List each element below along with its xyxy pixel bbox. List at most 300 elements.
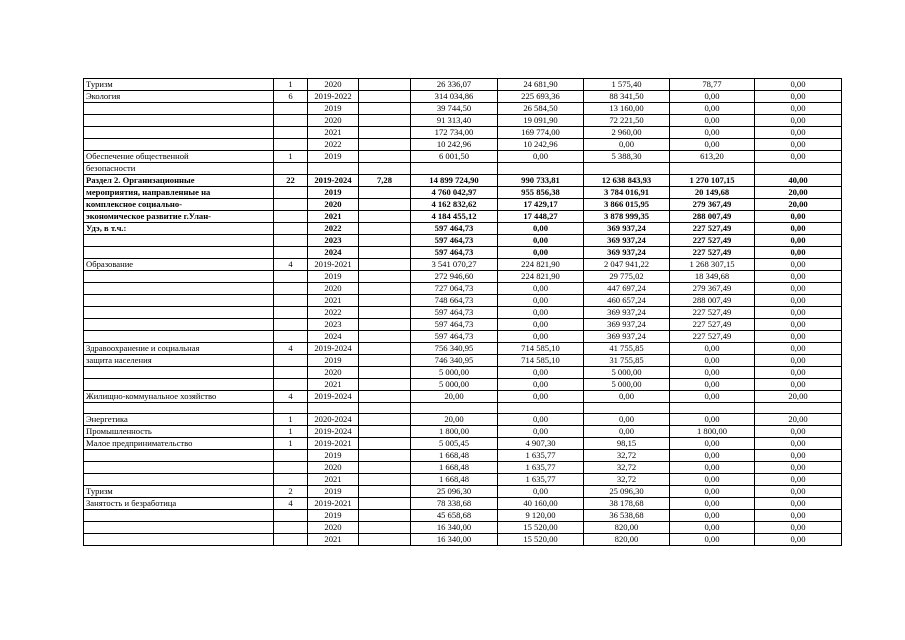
table-row — [84, 486, 842, 498]
row-total-cell — [411, 163, 498, 175]
row-federal-cell: 1 635,77 — [498, 474, 584, 486]
row-federal-cell: 0,00 — [498, 391, 584, 403]
row-extra-cell — [359, 79, 411, 91]
row-other-cell: 0,00 — [755, 307, 842, 319]
row-name-cell: Экология — [84, 91, 274, 103]
row-other-cell — [755, 403, 842, 414]
row-total-cell: 1 800,00 — [411, 426, 498, 438]
row-local-cell: 0,00 — [670, 522, 755, 534]
row-name-cell — [84, 307, 274, 319]
row-federal-cell: 17 448,27 — [498, 211, 584, 223]
row-local-cell: 1 268 307,15 — [670, 259, 755, 271]
row-period-cell: 2020 — [308, 115, 359, 127]
row-extra-cell — [359, 355, 411, 367]
row-local-cell: 227 527,49 — [670, 319, 755, 331]
row-extra-cell — [359, 498, 411, 510]
table-row — [84, 151, 842, 163]
row-local-cell: 288 007,49 — [670, 295, 755, 307]
row-count-cell — [274, 379, 308, 391]
table-row — [84, 199, 842, 211]
row-name-cell — [84, 331, 274, 343]
row-name-cell — [84, 510, 274, 522]
row-count-cell — [274, 223, 308, 235]
row-period-cell: 2020 — [308, 462, 359, 474]
row-regional-cell: 12 638 843,93 — [584, 175, 670, 187]
row-total-cell: 597 464,73 — [411, 223, 498, 235]
row-period-cell: 2019-2021 — [308, 498, 359, 510]
row-other-cell: 0,00 — [755, 534, 842, 546]
row-count-cell — [274, 127, 308, 139]
row-count-cell: 4 — [274, 343, 308, 355]
row-total-cell: 16 340,00 — [411, 534, 498, 546]
row-other-cell: 20,00 — [755, 391, 842, 403]
row-local-cell: 20 149,68 — [670, 187, 755, 199]
row-total-cell: 5 005,45 — [411, 438, 498, 450]
row-total-cell: 272 946,60 — [411, 271, 498, 283]
row-total-cell: 3 541 070,27 — [411, 259, 498, 271]
row-other-cell: 0,00 — [755, 115, 842, 127]
row-other-cell: 20,00 — [755, 199, 842, 211]
row-local-cell: 227 527,49 — [670, 235, 755, 247]
row-federal-cell: 0,00 — [498, 414, 584, 426]
row-local-cell: 279 367,49 — [670, 199, 755, 211]
row-other-cell: 20,00 — [755, 187, 842, 199]
row-total-cell: 20,00 — [411, 391, 498, 403]
row-extra-cell — [359, 367, 411, 379]
row-regional-cell: 3 878 999,35 — [584, 211, 670, 223]
row-extra-cell: 7,28 — [359, 175, 411, 187]
row-total-cell: 597 464,73 — [411, 235, 498, 247]
row-other-cell: 20,00 — [755, 414, 842, 426]
row-federal-cell: 0,00 — [498, 307, 584, 319]
row-period-cell: 2021 — [308, 474, 359, 486]
table-row — [84, 91, 842, 103]
row-total-cell: 91 313,40 — [411, 115, 498, 127]
row-extra-cell — [359, 127, 411, 139]
row-regional-cell: 369 937,24 — [584, 235, 670, 247]
row-period-cell: 2019 — [308, 510, 359, 522]
row-regional-cell: 2 047 941,22 — [584, 259, 670, 271]
row-total-cell: 597 464,73 — [411, 247, 498, 259]
row-local-cell: 288 007,49 — [670, 211, 755, 223]
row-federal-cell: 0,00 — [498, 367, 584, 379]
row-regional-cell: 5 000,00 — [584, 379, 670, 391]
row-federal-cell: 169 774,00 — [498, 127, 584, 139]
row-period-cell: 2019-2024 — [308, 426, 359, 438]
row-total-cell: 5 000,00 — [411, 367, 498, 379]
row-count-cell — [274, 534, 308, 546]
row-local-cell: 0,00 — [670, 534, 755, 546]
row-other-cell: 0,00 — [755, 379, 842, 391]
row-local-cell: 1 270 107,15 — [670, 175, 755, 187]
row-period-cell: 2019 — [308, 271, 359, 283]
row-federal-cell: 0,00 — [498, 235, 584, 247]
row-name-cell — [84, 235, 274, 247]
row-federal-cell: 225 693,36 — [498, 91, 584, 103]
row-name-cell: Малое предпринимательство — [84, 438, 274, 450]
row-regional-cell: 98,15 — [584, 438, 670, 450]
row-name-cell — [84, 379, 274, 391]
row-local-cell: 279 367,49 — [670, 283, 755, 295]
row-federal-cell — [498, 403, 584, 414]
table-row — [84, 522, 842, 534]
row-period-cell: 2019-2024 — [308, 391, 359, 403]
row-extra-cell — [359, 391, 411, 403]
row-local-cell: 0,00 — [670, 474, 755, 486]
row-local-cell: 1 800,00 — [670, 426, 755, 438]
row-other-cell: 0,00 — [755, 355, 842, 367]
row-regional-cell: 0,00 — [584, 139, 670, 151]
row-count-cell: 4 — [274, 259, 308, 271]
row-extra-cell — [359, 331, 411, 343]
row-federal-cell: 0,00 — [498, 426, 584, 438]
table-row — [84, 391, 842, 403]
row-name-cell — [84, 474, 274, 486]
row-federal-cell: 0,00 — [498, 223, 584, 235]
row-total-cell: 1 668,48 — [411, 462, 498, 474]
row-regional-cell: 25 096,30 — [584, 486, 670, 498]
row-regional-cell: 0,00 — [584, 391, 670, 403]
row-total-cell: 45 658,68 — [411, 510, 498, 522]
row-regional-cell: 0,00 — [584, 414, 670, 426]
row-federal-cell: 0,00 — [498, 331, 584, 343]
table-row — [84, 450, 842, 462]
row-total-cell: 78 338,68 — [411, 498, 498, 510]
row-total-cell: 14 899 724,90 — [411, 175, 498, 187]
table-row — [84, 319, 842, 331]
row-regional-cell: 32,72 — [584, 474, 670, 486]
row-period-cell: 2022 — [308, 307, 359, 319]
row-federal-cell: 9 120,00 — [498, 510, 584, 522]
table-row — [84, 139, 842, 151]
row-other-cell: 0,00 — [755, 103, 842, 115]
row-total-cell: 4 184 455,12 — [411, 211, 498, 223]
row-other-cell: 0,00 — [755, 426, 842, 438]
row-count-cell — [274, 295, 308, 307]
row-extra-cell — [359, 151, 411, 163]
row-federal-cell: 0,00 — [498, 247, 584, 259]
row-other-cell: 0,00 — [755, 139, 842, 151]
row-federal-cell: 224 821,90 — [498, 271, 584, 283]
row-period-cell: 2019 — [308, 103, 359, 115]
row-count-cell — [274, 367, 308, 379]
row-name-cell — [84, 271, 274, 283]
row-extra-cell — [359, 307, 411, 319]
row-count-cell — [274, 510, 308, 522]
row-total-cell — [411, 403, 498, 414]
row-local-cell: 227 527,49 — [670, 331, 755, 343]
row-count-cell: 1 — [274, 151, 308, 163]
row-regional-cell: 5 000,00 — [584, 367, 670, 379]
row-federal-cell: 0,00 — [498, 283, 584, 295]
row-regional-cell: 5 388,30 — [584, 151, 670, 163]
row-other-cell: 0,00 — [755, 498, 842, 510]
row-total-cell: 597 464,73 — [411, 319, 498, 331]
table-row — [84, 426, 842, 438]
row-total-cell: 1 668,48 — [411, 474, 498, 486]
row-extra-cell — [359, 522, 411, 534]
table-row — [84, 211, 842, 223]
row-name-cell — [84, 127, 274, 139]
row-other-cell: 40,00 — [755, 175, 842, 187]
row-name-cell — [84, 403, 274, 414]
table-row — [84, 331, 842, 343]
row-name-cell: Занятость и безработица — [84, 498, 274, 510]
table-row — [84, 283, 842, 295]
row-total-cell: 597 464,73 — [411, 331, 498, 343]
table-row — [84, 414, 842, 426]
row-federal-cell: 955 856,38 — [498, 187, 584, 199]
row-other-cell: 0,00 — [755, 343, 842, 355]
table-row — [84, 187, 842, 199]
row-regional-cell: 3 866 015,95 — [584, 199, 670, 211]
row-total-cell: 4 760 042,97 — [411, 187, 498, 199]
row-regional-cell: 1 575,40 — [584, 79, 670, 91]
row-extra-cell — [359, 115, 411, 127]
row-period-cell: 2024 — [308, 247, 359, 259]
table-row — [84, 534, 842, 546]
table-row — [84, 127, 842, 139]
table-row — [84, 175, 842, 187]
row-other-cell: 0,00 — [755, 450, 842, 462]
row-period-cell: 2020-2024 — [308, 414, 359, 426]
row-other-cell: 0,00 — [755, 223, 842, 235]
table-row — [84, 462, 842, 474]
row-count-cell — [274, 283, 308, 295]
row-extra-cell — [359, 414, 411, 426]
row-other-cell: 0,00 — [755, 91, 842, 103]
row-other-cell: 0,00 — [755, 211, 842, 223]
row-extra-cell — [359, 271, 411, 283]
row-count-cell — [274, 271, 308, 283]
row-regional-cell: 88 341,50 — [584, 91, 670, 103]
row-name-cell — [84, 462, 274, 474]
row-name-cell: безопасности — [84, 163, 274, 175]
table-row — [84, 79, 842, 91]
row-local-cell: 0,00 — [670, 391, 755, 403]
row-name-cell: экономическое развитие г.Улан- — [84, 211, 274, 223]
row-regional-cell: 369 937,24 — [584, 307, 670, 319]
row-extra-cell — [359, 295, 411, 307]
row-other-cell: 0,00 — [755, 79, 842, 91]
row-local-cell: 78,77 — [670, 79, 755, 91]
row-name-cell: Здравоохранение и социальная — [84, 343, 274, 355]
row-federal-cell: 1 635,77 — [498, 450, 584, 462]
row-count-cell — [274, 139, 308, 151]
row-local-cell: 0,00 — [670, 498, 755, 510]
row-period-cell: 2021 — [308, 379, 359, 391]
row-local-cell: 0,00 — [670, 103, 755, 115]
row-federal-cell: 714 585,10 — [498, 343, 584, 355]
table-row — [84, 295, 842, 307]
row-period-cell: 2019 — [308, 450, 359, 462]
row-extra-cell — [359, 510, 411, 522]
row-period-cell: 2021 — [308, 534, 359, 546]
table-row — [84, 235, 842, 247]
row-name-cell — [84, 247, 274, 259]
row-extra-cell — [359, 474, 411, 486]
row-federal-cell: 40 160,00 — [498, 498, 584, 510]
row-name-cell: комплексное социально- — [84, 199, 274, 211]
row-total-cell: 597 464,73 — [411, 307, 498, 319]
row-regional-cell: 32,72 — [584, 450, 670, 462]
table-row — [84, 115, 842, 127]
row-other-cell: 0,00 — [755, 295, 842, 307]
row-regional-cell: 32,72 — [584, 462, 670, 474]
row-other-cell: 0,00 — [755, 271, 842, 283]
row-local-cell: 18 349,68 — [670, 271, 755, 283]
row-local-cell: 0,00 — [670, 91, 755, 103]
row-count-cell — [274, 115, 308, 127]
row-count-cell: 6 — [274, 91, 308, 103]
table-row — [84, 163, 842, 175]
row-federal-cell: 0,00 — [498, 379, 584, 391]
row-other-cell: 0,00 — [755, 510, 842, 522]
table-row — [84, 247, 842, 259]
row-local-cell: 0,00 — [670, 438, 755, 450]
row-local-cell: 0,00 — [670, 486, 755, 498]
row-name-cell: Жилищно-коммунальное хозяйство — [84, 391, 274, 403]
row-count-cell: 1 — [274, 438, 308, 450]
budget-table-page — [83, 78, 842, 546]
row-federal-cell: 0,00 — [498, 151, 584, 163]
row-regional-cell: 447 697,24 — [584, 283, 670, 295]
row-total-cell: 756 340,95 — [411, 343, 498, 355]
row-total-cell: 20,00 — [411, 414, 498, 426]
row-name-cell: Раздел 2. Организационные — [84, 175, 274, 187]
table-body — [84, 79, 842, 546]
row-federal-cell: 990 733,81 — [498, 175, 584, 187]
row-period-cell: 2020 — [308, 522, 359, 534]
row-name-cell — [84, 115, 274, 127]
row-other-cell: 0,00 — [755, 151, 842, 163]
row-extra-cell — [359, 211, 411, 223]
row-local-cell: 0,00 — [670, 355, 755, 367]
row-count-cell — [274, 307, 308, 319]
row-local-cell: 0,00 — [670, 450, 755, 462]
table-row — [84, 343, 842, 355]
row-extra-cell — [359, 450, 411, 462]
row-federal-cell: 0,00 — [498, 319, 584, 331]
row-extra-cell — [359, 343, 411, 355]
row-local-cell: 0,00 — [670, 343, 755, 355]
row-total-cell: 314 034,86 — [411, 91, 498, 103]
row-period-cell: 2021 — [308, 295, 359, 307]
row-extra-cell — [359, 486, 411, 498]
row-extra-cell — [359, 103, 411, 115]
row-count-cell: 1 — [274, 426, 308, 438]
row-name-cell: Туризм — [84, 79, 274, 91]
row-federal-cell: 17 429,17 — [498, 199, 584, 211]
row-federal-cell: 15 520,00 — [498, 522, 584, 534]
table-row — [84, 510, 842, 522]
row-other-cell: 0,00 — [755, 474, 842, 486]
row-count-cell — [274, 319, 308, 331]
row-extra-cell — [359, 403, 411, 414]
row-extra-cell — [359, 247, 411, 259]
row-count-cell — [274, 403, 308, 414]
row-total-cell: 1 668,48 — [411, 450, 498, 462]
row-local-cell: 613,20 — [670, 151, 755, 163]
row-total-cell: 748 664,73 — [411, 295, 498, 307]
row-local-cell: 0,00 — [670, 115, 755, 127]
row-federal-cell — [498, 163, 584, 175]
row-other-cell: 0,00 — [755, 331, 842, 343]
row-count-cell — [274, 103, 308, 115]
row-extra-cell — [359, 199, 411, 211]
row-period-cell: 2023 — [308, 235, 359, 247]
row-regional-cell: 820,00 — [584, 522, 670, 534]
row-local-cell: 227 527,49 — [670, 247, 755, 259]
row-total-cell: 727 064,73 — [411, 283, 498, 295]
row-other-cell: 0,00 — [755, 235, 842, 247]
row-count-cell — [274, 355, 308, 367]
row-regional-cell — [584, 163, 670, 175]
row-extra-cell — [359, 462, 411, 474]
table-row — [84, 103, 842, 115]
row-federal-cell: 19 091,90 — [498, 115, 584, 127]
table-row — [84, 474, 842, 486]
row-period-cell: 2019 — [308, 187, 359, 199]
row-other-cell: 0,00 — [755, 259, 842, 271]
row-name-cell: защита населения — [84, 355, 274, 367]
row-federal-cell: 24 681,90 — [498, 79, 584, 91]
row-local-cell: 0,00 — [670, 139, 755, 151]
row-period-cell: 2024 — [308, 331, 359, 343]
row-regional-cell: 2 960,00 — [584, 127, 670, 139]
row-extra-cell — [359, 223, 411, 235]
row-local-cell: 0,00 — [670, 127, 755, 139]
row-period-cell: 2022 — [308, 139, 359, 151]
row-count-cell: 4 — [274, 391, 308, 403]
row-period-cell — [308, 403, 359, 414]
row-local-cell: 0,00 — [670, 462, 755, 474]
row-federal-cell: 10 242,96 — [498, 139, 584, 151]
row-name-cell — [84, 103, 274, 115]
row-regional-cell: 29 775,02 — [584, 271, 670, 283]
row-name-cell — [84, 522, 274, 534]
row-period-cell: 2020 — [308, 367, 359, 379]
row-extra-cell — [359, 163, 411, 175]
row-regional-cell: 36 538,68 — [584, 510, 670, 522]
row-other-cell: 0,00 — [755, 438, 842, 450]
row-count-cell — [274, 450, 308, 462]
row-total-cell: 26 336,07 — [411, 79, 498, 91]
table-row — [84, 498, 842, 510]
row-regional-cell: 369 937,24 — [584, 331, 670, 343]
row-period-cell: 2019-2021 — [308, 259, 359, 271]
row-count-cell — [274, 199, 308, 211]
row-name-cell — [84, 367, 274, 379]
row-total-cell: 16 340,00 — [411, 522, 498, 534]
row-count-cell — [274, 331, 308, 343]
row-regional-cell: 369 937,24 — [584, 247, 670, 259]
row-period-cell: 2019-2024 — [308, 175, 359, 187]
row-extra-cell — [359, 534, 411, 546]
row-other-cell: 0,00 — [755, 367, 842, 379]
row-federal-cell: 4 907,30 — [498, 438, 584, 450]
row-federal-cell: 15 520,00 — [498, 534, 584, 546]
row-other-cell: 0,00 — [755, 462, 842, 474]
row-name-cell — [84, 319, 274, 331]
row-period-cell: 2019 — [308, 486, 359, 498]
row-period-cell: 2022 — [308, 223, 359, 235]
row-regional-cell: 72 221,50 — [584, 115, 670, 127]
row-name-cell — [84, 283, 274, 295]
table-row — [84, 223, 842, 235]
row-period-cell: 2021 — [308, 211, 359, 223]
row-total-cell: 746 340,95 — [411, 355, 498, 367]
